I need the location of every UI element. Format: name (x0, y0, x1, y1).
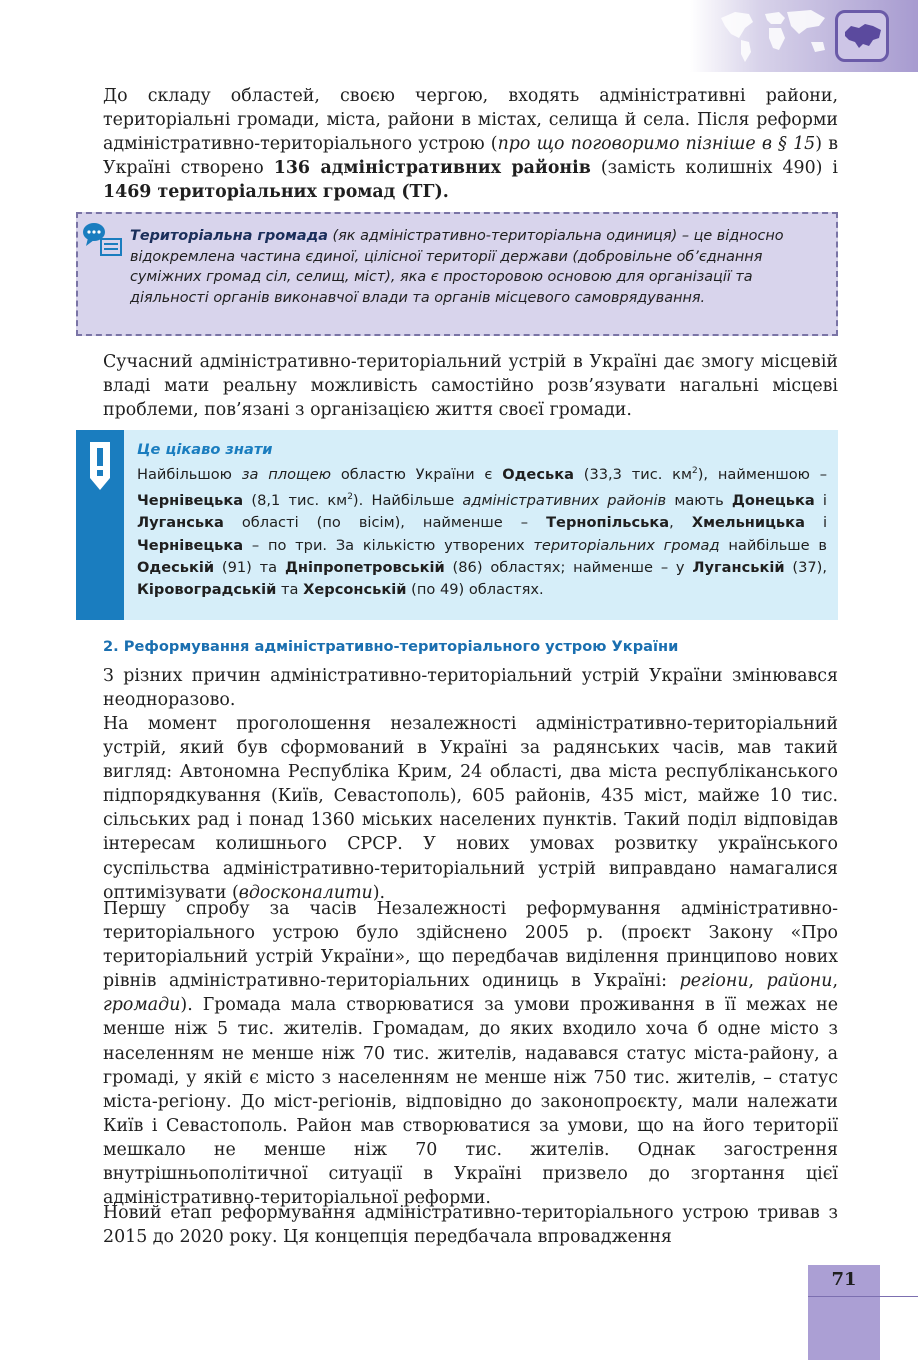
italic-text: регіони (679, 971, 749, 992)
superscript: 2 (692, 466, 698, 476)
text: і (814, 492, 827, 510)
text: та (276, 581, 304, 599)
bold-text: Луганській (692, 558, 785, 576)
paragraph-changes: З різних причин адміністративно-територіальний устрій України змінювався неодноразово. (103, 666, 838, 711)
text: ). Громада мала створюватися за умови проживання в її межах не менше ніж 5 тис. жителів. Громадам, до яких входило хоча б одне місто з населенням не менше ніж 70 тис. жителів, надавався статус міста-району, а громаді, у якій є місто з населенням не менше ніж 750 тис. жителів, – статус міста-регіону. До міст-регіонів, відповідно до законопроєкту, мали належати Київ і Севастополь. Район мав створюватися за умови, що на його території мешкало не менше ніж 70 тис. жителів. Однак загострення внутрішньополітичної ситуації в Україні призвело до згортання цієї адміністративно-територіальної реформи. (103, 995, 838, 1209)
fact-text (137, 460, 827, 602)
text: області (по вісім), найменше – (223, 514, 547, 532)
text: (86) областях; найменше – у (444, 558, 693, 576)
italic-text: територіальних громад (533, 536, 720, 554)
text: ). Найбільше (352, 492, 463, 510)
text: На момент проголошення незалежності адміністративно-територіальний устрій, який був сформований в Україні за радянських часів, мав такий вигляд: Автономна Республіка Крим, 24 області, два міста республіканського підпорядкування (Київ, Севастополь), 605 районів, 435 міст, майже 10 тис. сільських рад і понад 1360 міських населених пунктів. Такий поділ відповідав інтересам колишнього СРСР. У нових умовах розвитку українського суспільства адміністративно-територіальний устрій виправдано намагалися оптимізувати ( (103, 714, 838, 903)
italic-text: вдосконалити (238, 882, 373, 903)
italic-text: за площею (241, 465, 332, 483)
paragraph-intro (103, 84, 838, 204)
italic-text: про що поговоримо пізніше в § 15 (497, 134, 816, 155)
text: (8,1 тис. км (243, 492, 348, 510)
bold-text: Хмельницька (691, 514, 805, 532)
text: ). (372, 882, 386, 903)
page-number: 71 (831, 1269, 857, 1290)
bold-text: Чернівецька (137, 492, 244, 510)
italic-text: райони (766, 971, 833, 992)
bold-text: Донецька (731, 492, 815, 510)
bold-text: 1469 територіальних громад (ТГ). (103, 182, 449, 203)
text: До складу областей, своєю чергою, входять адміністративні райони, територіальні громади, міста, райони в містах, селища й села. Після реформи адміністративно-територіального устрою ( (103, 86, 838, 155)
page-tab-line (808, 1296, 918, 1297)
text: і (804, 514, 827, 532)
text: (по 49) областях. (406, 581, 544, 599)
bold-text: Херсонській (303, 581, 407, 599)
world-map-icon (715, 4, 835, 66)
text: (37), (784, 558, 827, 576)
paragraph-new-stage: Новий етап реформування адміністративно-територіального устрою тривав з 2015 до 2020 року. Ця концепція передбачала впровадження (103, 1203, 838, 1248)
paragraph-first-reform (103, 897, 838, 1210)
chat-book-icon (82, 220, 126, 264)
bold-text: Дніпропетровській (284, 558, 445, 576)
text: , (669, 514, 692, 532)
text: , (832, 971, 838, 992)
bold-text: 136 адміністративних районів (273, 158, 591, 179)
paragraph-independence (103, 712, 838, 905)
bold-text: Чернівецька (137, 536, 244, 554)
text: ) в Україні створено (103, 134, 838, 179)
text: (33,3 тис. км (573, 465, 692, 483)
text: , (748, 971, 767, 992)
text: ), найменшою – (697, 465, 828, 483)
text: (91) та (214, 558, 285, 576)
exclamation-icon (88, 442, 112, 494)
bold-text: Одеська (502, 465, 574, 483)
text: (замість колишніх 490) і (590, 158, 838, 179)
superscript: 2 (347, 492, 353, 503)
ukraine-map-icon (843, 20, 883, 52)
paragraph-current-structure: Сучасний адміністративно-територіальний устрій в Україні дає змогу місцевій владі мати реальну можливість самостійно розв’язувати нагальні місцеві проблеми, пов’язані з організацією життя своєї громади. (103, 352, 838, 421)
definition-term: Територіальна громада (130, 228, 328, 244)
bold-text: Луганська (137, 514, 224, 532)
definition-text (130, 226, 830, 308)
bold-text: Одеській (137, 558, 215, 576)
bold-text: Тернопільська (546, 514, 670, 532)
text: мають (666, 492, 732, 510)
text: областю України є (331, 465, 503, 483)
text: – по три. За кількістю утворених (243, 536, 534, 554)
text: найбільше в (719, 536, 827, 554)
bold-text: Кіровоградській (137, 581, 277, 599)
text: Першу спробу за часів Незалежності реформування адміністративно-територіального устрою було здійснено 2005 р. (проєкт Закону «Про територіальний устрій України», що передбачав виділення принципово нових рівнів адміністративно-територіальних одиниць в Україні: (103, 899, 838, 992)
italic-text: громади (103, 995, 181, 1016)
text: Найбільшою (137, 465, 242, 483)
definition-body: (як адміністративно-територіальна одиниця) – це відносно відокремлена частина єдиної, цілісної території держави (добровільне об’єднання суміжних громад сіл, селищ, міст), яка є просторовою основою для організації та діяльності органів виконавчої влади та органів місцевого самоврядування. (130, 228, 784, 306)
italic-text: адміністративних районів (462, 492, 667, 510)
section-heading: 2. Реформування адміністративно-територіального устрою України (103, 638, 679, 655)
fact-title: Це цікаво знати (137, 441, 273, 458)
ukraine-map-badge (835, 10, 889, 62)
